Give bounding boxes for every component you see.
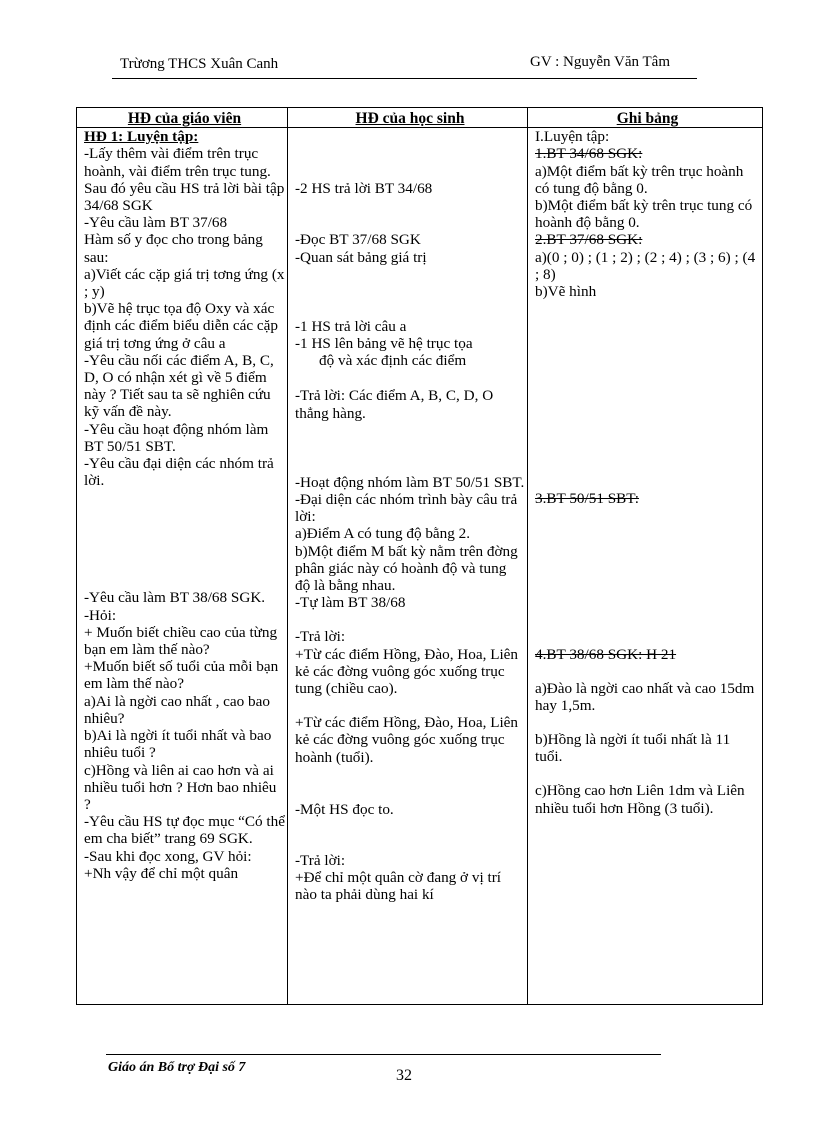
teacher-step: a)Viết các cặp giá trị tơng ứng (x ; y) [84, 265, 285, 301]
student-activity-cell [288, 128, 528, 1005]
teacher-step: -Yêu cầu làm BT 38/68 SGK. [84, 589, 266, 607]
teacher-name: GV : Nguyễn Văn Tâm [530, 54, 670, 70]
header-student-activity: HĐ của học sinh [288, 108, 528, 128]
board-exercise-title: 4.BT 38/68 SGK: H 21 [535, 646, 677, 664]
board-exercise-title: 2.BT 37/68 SGK: [535, 231, 643, 249]
teacher-step: -Sau khi đọc xong, GV hỏi: [84, 847, 252, 865]
teacher-step: +Muốn biết số tuổi của mỗi bạn em làm thế nào? [84, 658, 279, 693]
board-notes-cell [528, 128, 763, 1005]
teacher-step: Hàm số y đọc cho trong bảng sau: [84, 231, 263, 266]
board-exercise-title: 3.BT 50/51 SBT: [535, 490, 640, 508]
teacher-step: + Muốn biết chiều cao của từng bạn em làm thế nào? [84, 623, 278, 659]
student-step: b)Một điểm M bất kỳ nằm trên đờng phân giác này có hoành độ và tung độ là bằng nhau. [295, 542, 518, 595]
teacher-activity-cell [77, 128, 288, 1005]
teacher-step: -Yêu cầu HS tự đọc mục “Có thể em cha biết” trang 69 SGK. [84, 813, 285, 848]
teacher-step: b)Ai là ngời ít tuổi nhất và bao nhiêu tuổi ? [84, 727, 272, 762]
teacher-step: c)Hồng và liên ai cao hơn và ai nhiều tuổi hơn ? Hơn bao nhiêu ? [84, 761, 277, 813]
lesson-plan-table [76, 107, 763, 1005]
page-number: 32 [396, 1067, 412, 1084]
school-name: Trừơng THCS Xuân Canh [120, 56, 279, 72]
student-step: -Tự làm BT 38/68 [295, 594, 406, 612]
board-note: a)Đào là ngời cao nhất và cao 15dm hay 1,5m. [535, 679, 755, 714]
header-board-notes: Ghi bảng [528, 108, 763, 128]
board-exercise-title: 1.BT 34/68 SGK: [535, 145, 643, 163]
page-header [112, 52, 697, 79]
teacher-step: -Yêu cầu làm BT 37/68 [84, 214, 228, 232]
teacher-step: -Lấy thêm vài điểm trên trục hoành, vài điểm trên trục tung. Sau đó yêu cầu HS trả lời bài tập 34/68 SGK [84, 145, 285, 215]
student-step: a)Điểm A có tung độ bằng 2. [295, 525, 471, 543]
student-step: -Trả lời: Các điểm A, B, C, D, O thẳng hàng. [295, 387, 494, 422]
teacher-step: a)Ai là ngời cao nhất , cao bao nhiêu? [84, 692, 270, 727]
board-note: a)(0 ; 0) ; (1 ; 2) ; (2 ; 4) ; (3 ; 6) ; (4 ; 8) [535, 248, 756, 283]
student-step: -Hoạt động nhóm làm BT 50/51 SBT. [295, 473, 525, 491]
teacher-step: -Yêu cầu đại diện các nhóm trả lời. [84, 455, 274, 490]
teacher-step: -Hỏi: [84, 606, 117, 624]
board-heading: I.Luyện tập: [535, 128, 610, 146]
board-note: b)Hồng là ngời ít tuổi nhất là 11 tuổi. [535, 731, 731, 766]
board-note: a)Một điểm bất kỳ trên trục hoành có tung độ bằng 0. [535, 162, 744, 197]
teacher-step: -Yêu cầu nối các điểm A, B, C, D, O có nhận xét gì về 5 điểm này ? Tiết sau ta sẽ nghiên cứu kỹ vấn đề này. [84, 351, 274, 421]
student-step: -Đọc BT 37/68 SGK [295, 231, 421, 249]
student-step: -Quan sát bảng giá trị [295, 248, 427, 266]
table-row [77, 128, 763, 1005]
student-step: -Trả lời: [295, 852, 346, 870]
board-note: c)Hồng cao hơn Liên 1dm và Liên nhiều tuổi hơn Hồng (3 tuổi). [535, 782, 745, 817]
activity-heading: HĐ 1: Luyện tập: [84, 128, 199, 146]
student-step: -Trả lời: [295, 628, 346, 646]
student-step: -2 HS trả lời BT 34/68 [295, 180, 433, 198]
footer-title: Giáo án Bổ trợ Đại số 7 [108, 1060, 246, 1075]
board-note: b)Một điểm bất kỳ trên trục tung có hoành độ bằng 0. [535, 197, 753, 232]
student-step: +Từ các điểm Hồng, Đào, Hoa, Liên kẻ các đờng vuông góc xuống trục hoành (tuổi). [295, 714, 519, 766]
header-teacher-activity: HĐ của giáo viên [77, 108, 288, 128]
teacher-step: b)Vẽ hệ trục tọa độ Oxy và xác định các điểm biểu diễn các cặp giá trị tơng ứng ở câu a [84, 300, 278, 352]
student-step: +Từ các điểm Hồng, Đào, Hoa, Liên kẻ các đờng vuông góc xuống trục tung (chiều cao). [295, 645, 519, 698]
table-header-row [77, 108, 763, 128]
student-step: -Đại diện các nhóm trình bày câu trả lời: [295, 491, 518, 526]
footer-divider [106, 1054, 661, 1055]
teacher-step: -Yêu cầu hoạt động nhóm làm BT 50/51 SBT. [84, 420, 269, 455]
student-step: độ và xác định các điểm [319, 352, 467, 370]
student-step: -1 HS lên bảng vẽ hệ trục tọa [295, 335, 473, 353]
teacher-step: +Nh vậy để chỉ một quân [84, 864, 239, 882]
student-step: -Một HS đọc to. [295, 800, 394, 818]
student-step: +Để chỉ một quân cờ đang ở vị trí nào ta phải dùng hai kí [295, 869, 501, 904]
student-step: -1 HS trả lời câu a [295, 317, 407, 335]
board-note: b)Vẽ hình [535, 283, 597, 301]
